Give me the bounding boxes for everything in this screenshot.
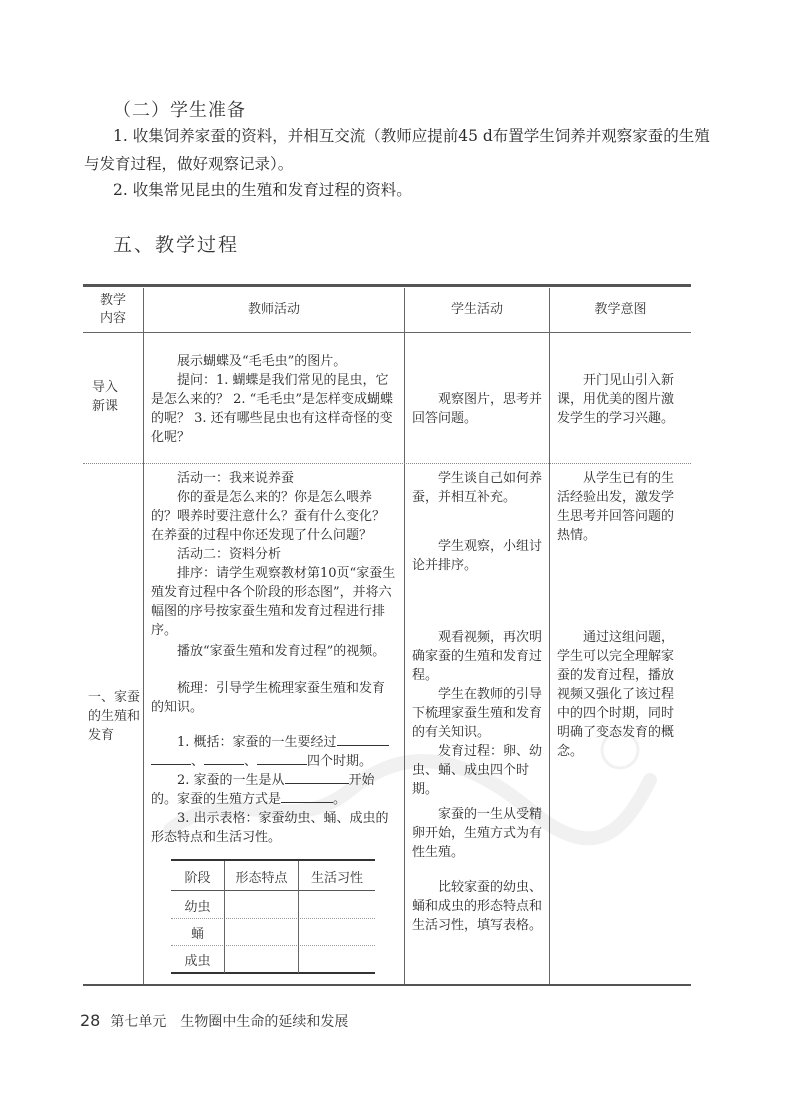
row1-teacher — [151, 352, 396, 447]
activity2-text: 排序：请学生观察教材第10页“家蚕生殖发育过程中各个阶段的形态图”，并将六幅图的序号按家蚕生殖和发育过程进行排序。 — [151, 566, 396, 638]
activity1-text: 你的蚕是怎么来的？你是怎么喂养的？喂养时要注意什么？蚕有什么变化？在养蚕的过程中你还发现了什么问题？ — [151, 490, 386, 543]
inner-row-label: 蛹 — [190, 927, 204, 942]
inner-table-bottom-rule — [171, 972, 375, 974]
header-content: 教学内容 — [99, 293, 126, 326]
watermark-logo — [150, 720, 670, 860]
col-divider — [143, 288, 144, 985]
table-bottom-rule — [83, 984, 691, 986]
summary-text: 梳理：引导学生梳理家蚕生殖和发育的知识。 — [151, 681, 386, 715]
inner-header-rule — [171, 890, 375, 891]
prep-heading: （二）学生准备 — [113, 100, 246, 121]
row2-student-5: 发育过程：卵、幼虫、蛹、成虫四个时期。 — [412, 744, 543, 797]
section-title: 五、教学过程 — [113, 234, 240, 256]
separator: 、 — [244, 754, 258, 769]
question-3: 3. 出示表格：家蚕幼虫、蛹、成虫的形态特点和生活习性。 — [151, 811, 389, 845]
row2-student-4: 学生在教师的引导下梳理家蚕生殖和发育的有关知识。 — [412, 687, 543, 740]
header-rule — [83, 332, 691, 333]
separator: 、 — [191, 754, 205, 769]
inner-header-form: 形态特点 — [235, 871, 288, 886]
q1-text-b: 四个时期。 — [307, 754, 373, 769]
activity1-title: 活动一：我来说养蚕 — [177, 471, 295, 486]
row2-intent-2: 通过这组问题，学生可以完全理解家蚕的发育过程，播放视频又强化了该过程中的四个时期，同时明确了变态发育的概念。 — [557, 630, 675, 759]
row2-student-6: 家蚕的一生从受精卵开始，生殖方式为有性生殖。 — [412, 807, 543, 860]
inner-header-stage: 阶段 — [184, 871, 211, 886]
inner-row-separator — [171, 945, 375, 946]
header-teacher: 教师活动 — [247, 302, 300, 317]
row2-student-2: 学生观察，小组讨论并排序。 — [412, 539, 543, 573]
unit-title: 第七单元 生物圈中生命的延续和发展 — [110, 1014, 349, 1030]
page-footer — [80, 1011, 348, 1031]
row2-student-3: 观看视频，再次明确家蚕的生殖和发育过程。 — [412, 630, 543, 683]
prep-item-2: 2. 收集常见昆虫的生殖和发育过程的资料。 — [113, 181, 412, 199]
inner-row-separator — [171, 918, 375, 919]
q2-text-a: 2. 家蚕的一生是从 — [177, 773, 285, 788]
video-text: 播放“家蚕生殖和发育过程”的视频。 — [177, 644, 386, 659]
row2-content: 一、家蚕的生殖和发育 — [88, 690, 141, 743]
q1-text-a: 1. 概括：家蚕的一生要经过 — [177, 735, 337, 750]
row2-student-1: 学生谈自己如何养蚕，并相互补充。 — [412, 471, 543, 505]
row1-teacher-p2: 提问：1. 蝴蝶是我们常见的昆虫，它是怎么来的？ 2. “毛毛虫”是怎样变成蝴蝶的呢？ 3. 还有哪些昆虫也有这样奇怪的变化呢？ — [151, 373, 393, 445]
page-number: 28 — [80, 1011, 101, 1030]
inner-header-habit: 生活习性 — [310, 871, 363, 886]
row-separator — [83, 463, 691, 464]
row1-teacher-p1: 展示蝴蝶及“毛毛虫”的图片。 — [177, 354, 347, 369]
header-intent: 教学意图 — [594, 302, 647, 317]
row2-student-7: 比较家蚕的幼虫、蛹和成虫的形态特点和生活习性，填写表格。 — [412, 880, 543, 933]
table-top-rule — [83, 284, 691, 287]
q2-text-b: 开始的。家蚕的生殖方式是 — [151, 773, 375, 807]
inner-row-label: 幼虫 — [184, 900, 211, 915]
row1-student: 观察图片，思考并回答问题。 — [412, 392, 543, 426]
row2-intent-1: 从学生已有的生活经验出发，激发学生思考并回答问题的热情。 — [557, 471, 675, 543]
q2-text-c: 。 — [333, 792, 347, 807]
prep-item-1: 1. 收集饲养家蚕的资料，并相互交流（教师应提前45 d布置学生饲养并观察家蚕的生殖与发育过程，做好观察记录）。 — [84, 127, 710, 173]
col-divider — [404, 288, 405, 985]
row1-intent: 开门见山引入新课，用优美的图片激发学生的学习兴趣。 — [557, 373, 675, 426]
col-divider — [549, 288, 550, 985]
activity2-title: 活动二：资料分析 — [177, 547, 282, 562]
inner-row-label: 成虫 — [184, 954, 211, 969]
header-student: 学生活动 — [450, 302, 503, 317]
row1-content: 导入新课 — [91, 380, 118, 414]
